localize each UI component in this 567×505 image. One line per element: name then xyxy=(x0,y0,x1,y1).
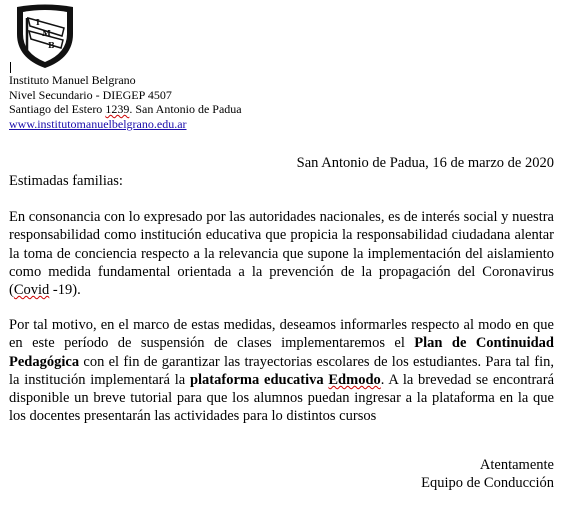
closing-line-1: Atentamente xyxy=(479,457,554,473)
paragraph-1-text-b: -19). xyxy=(49,282,81,299)
date-line: San Antonio de Padua, 16 de marzo de 2020 xyxy=(296,155,554,171)
greeting: Estimadas familias: xyxy=(9,173,123,189)
closing-line-2: Equipo de Conducción xyxy=(421,475,554,491)
platform-label: plataforma educativa xyxy=(189,371,329,388)
svg-text:B: B xyxy=(48,40,55,50)
plan-name: Plan de Continuidad Pedagógica xyxy=(9,335,554,370)
text-cursor xyxy=(10,62,11,73)
website-link[interactable]: www.institutomanuelbelgrano.edu.ar xyxy=(9,116,187,131)
svg-text:M: M xyxy=(42,28,51,38)
address-rest: . San Antonio de Padua xyxy=(129,102,242,116)
school-crest-logo xyxy=(12,4,78,70)
edmodo-word: Edmodo xyxy=(328,371,381,388)
paragraph-1 xyxy=(9,208,554,299)
institution-level: Nivel Secundario - DIEGEP 4507 xyxy=(9,87,172,102)
svg-text:I: I xyxy=(36,17,40,27)
closing-signature xyxy=(421,456,554,492)
paragraph-2-text-b: con el fin de garantizar las trayectorias escolares de los estudiantes. Para tal fin, la institución implementará la xyxy=(9,353,554,388)
covid-word: Covid xyxy=(13,282,50,299)
paragraph-2-text-a: Por tal motivo, en el marco de estas medidas, deseamos informarles respecto al modo en que en este período de suspensión de clases implementaremos el xyxy=(9,317,554,352)
address-street: Santiago del Estero xyxy=(9,102,103,116)
paragraph-2 xyxy=(9,316,554,426)
letterhead xyxy=(9,73,242,131)
paragraph-1-text-a: En consonancia con lo expresado por las autoridades nacionales, es de interés social y nuestra responsabilidad como institución educativa que propicia la responsabilidad ciudadana alentar la toma de conciencia respecto a la relevancia que supone la implementación del aislamiento como medida fundamental orientada a la prevención de la propagación del Coronavirus ( xyxy=(9,209,554,299)
institution-name: Instituto Manuel Belgrano xyxy=(9,73,136,87)
address-number: 1239 xyxy=(105,102,130,116)
paragraph-2-text-c: . A la brevedad se encontrará disponible un breve tutorial para que los alumnos puedan ingresar a la plataforma en la que los docentes presentarán las actividades para lo distintos cursos xyxy=(9,371,554,425)
institution-address xyxy=(9,102,242,117)
